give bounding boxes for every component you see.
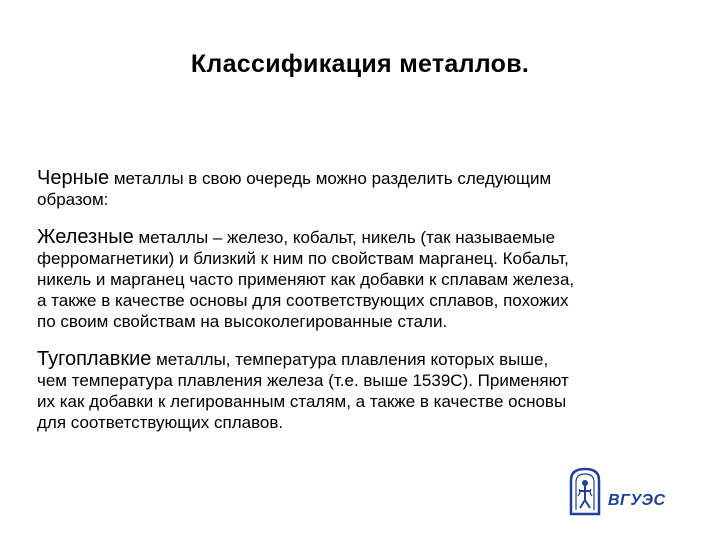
term-iron: Железные <box>37 226 134 248</box>
slide-title: Классификация металлов. <box>190 50 530 78</box>
paragraph-text: их как добавки к легированным сталям, а также в качестве основы <box>37 392 567 411</box>
paragraph-text: чем температура плавления железа (т.е. выше 1539С). Применяют <box>37 371 569 390</box>
university-logo <box>568 466 668 516</box>
paragraph-text: никель и марганец часто применяют как добавки к сплавам железа, <box>37 270 575 289</box>
paragraph-text: для соответствующих сплавов. <box>37 413 284 432</box>
logo-text: ВГУЭС <box>608 492 666 509</box>
term-black: Черные <box>37 167 110 189</box>
paragraph-text: по своим свойствам на высоколегированные стали. <box>37 312 448 331</box>
paragraph-text: ферромагнетики) и близкий к ним по свойствам марганец. Кобальт, <box>37 249 569 268</box>
paragraph-text: металлы, температура плавления которых выше, <box>151 350 549 369</box>
paragraph-black-metals <box>37 168 687 210</box>
paragraph-text: металлы – железо, кобальт, никель (так называемые <box>133 228 556 247</box>
paragraph-text: образом: <box>37 190 109 209</box>
paragraph-refractory-metals <box>37 349 687 433</box>
paragraph-iron-metals <box>37 227 687 332</box>
paragraph-text: металлы в свою очередь можно разделить следующим <box>109 169 552 188</box>
paragraph-text: а также в качестве основы для соответствующих сплавов, похожих <box>37 291 569 310</box>
university-emblem-icon <box>568 466 602 516</box>
term-refractory: Тугоплавкие <box>37 348 152 370</box>
